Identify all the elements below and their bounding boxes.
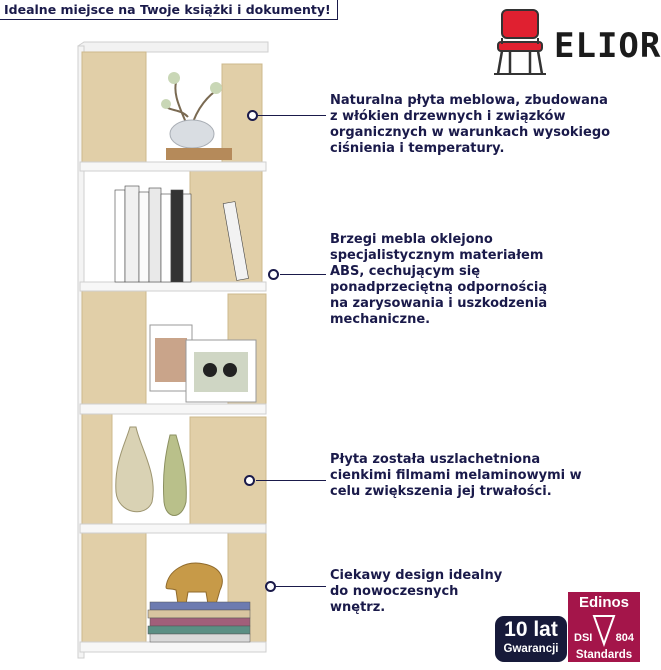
- callout-dot-2: [268, 269, 279, 280]
- callout-line-3: [256, 480, 326, 481]
- brand-logo: [490, 8, 661, 80]
- feature-description-2: Brzegi mebla oklejono specjalistycznym materiałem ABS, cechującym się ponadprzeciętną odpornością na zarysowania i uszkodzenia mechaniczne.: [330, 232, 548, 327]
- page-title: Idealne miejsce na Twoje książki i dokumenty!: [0, 0, 338, 20]
- callout-line-4: [276, 586, 326, 587]
- warranty-years: 10 lat: [504, 618, 558, 641]
- callout-dot-3: [244, 475, 255, 486]
- callout-dot-1: [247, 110, 258, 121]
- edinos-name: Edinos: [578, 594, 629, 611]
- callout-line-2: [280, 274, 326, 275]
- edinos-dsi: DSI: [574, 632, 593, 644]
- warranty-label: Gwarancji: [503, 643, 559, 655]
- chair-icon: [490, 8, 550, 76]
- edinos-badge: [568, 592, 640, 662]
- callout-dot-4: [265, 581, 276, 592]
- callout-line-1: [258, 115, 326, 116]
- edinos-number: 804: [615, 632, 634, 644]
- feature-description-1: Naturalna płyta meblowa, zbudowana z włókien drzewnych i związków organicznych w warunkach wysokiego ciśnienia i temperatury.: [330, 93, 611, 156]
- feature-description-3: Płyta została uszlachetniona cienkimi filmami melaminowymi w celu zwiększenia jej trwałości.: [330, 452, 582, 499]
- brand-name: ELIOR: [554, 26, 661, 66]
- edinos-standards: Standards: [575, 649, 633, 661]
- warranty-badge: [495, 616, 567, 662]
- feature-description-4: Ciekawy design idealny do nowoczesnych wnętrz.: [330, 568, 503, 615]
